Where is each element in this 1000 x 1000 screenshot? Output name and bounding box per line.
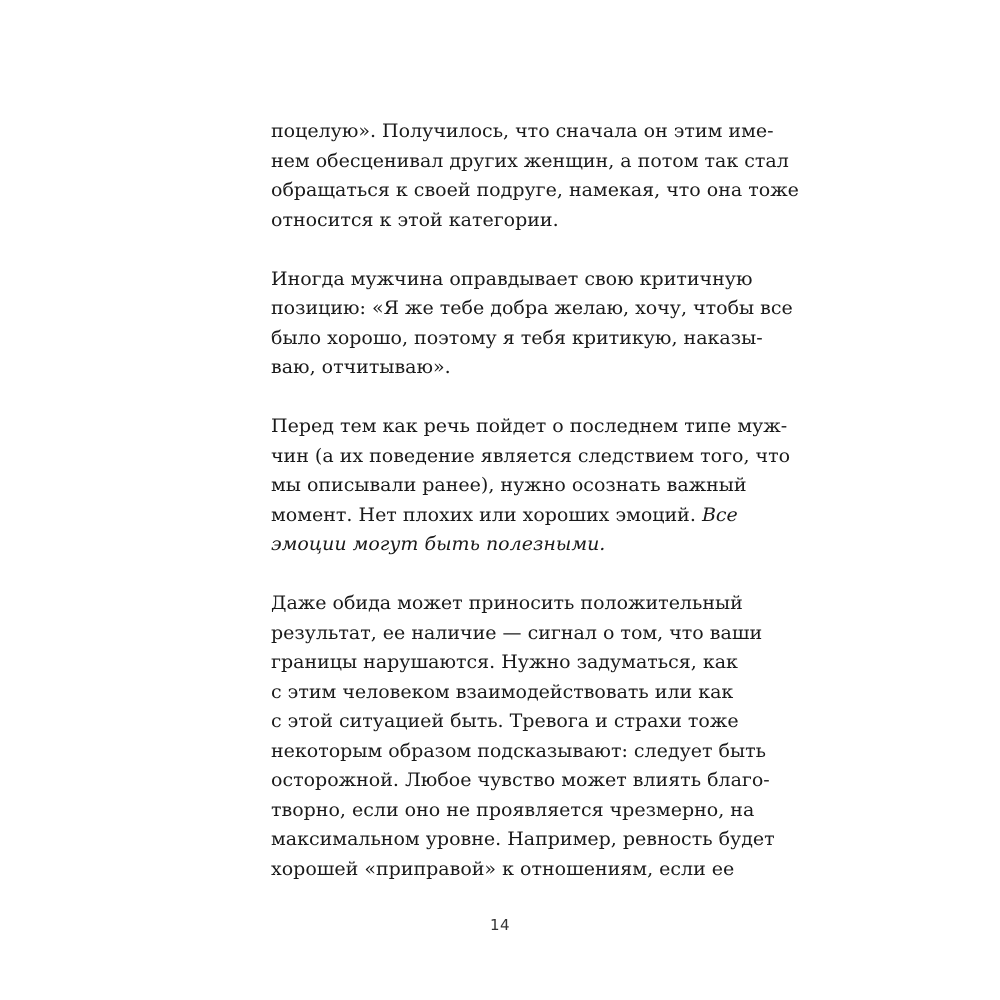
text-line: Иногда мужчина оправдывает свою критичную — [271, 267, 753, 290]
text-line: относится к этой категории. — [271, 208, 559, 231]
text-line: обращаться к своей подруге, намекая, что она тоже — [271, 179, 799, 201]
paragraph-2 — [271, 265, 793, 383]
text-line: результат, ее наличие — сигнал о том, что ваши — [271, 621, 763, 644]
text-line: поцелую». Получилось, что сначала он этим име- — [271, 120, 774, 142]
text-line-roman-part: момент. Нет плохих или хороших эмоций. — [271, 503, 702, 526]
text-line: мы описывали ранее), нужно осознать важный — [271, 474, 747, 496]
text-line: Перед тем как речь пойдет о последнем типе муж- — [271, 415, 788, 437]
text-line: с этим человеком взаимодействовать или как — [271, 680, 734, 703]
text-line: максимальном уровне. Например, ревность будет — [271, 828, 775, 850]
text-line: границы нарушаются. Нужно задуматься, как — [271, 651, 738, 673]
text-line-mixed — [271, 501, 738, 531]
paragraph-4 — [271, 589, 775, 884]
italic-emphasis-line: эмоции могут быть полезными. — [271, 533, 606, 555]
text-line: некоторым образом подсказывают: следует быть — [271, 739, 766, 762]
text-line: Даже обида может приносить положительный — [271, 592, 743, 614]
italic-emphasis: Все — [701, 503, 738, 526]
paragraph-1 — [271, 117, 799, 235]
text-line: чин (а их поведение является следствием того, что — [271, 444, 791, 467]
text-line: с этой ситуацией быть. Тревога и страхи тоже — [271, 710, 739, 732]
text-line: нем обесценивал других женщин, а потом так стал — [271, 149, 789, 172]
text-line: творно, если оно не проявляется чрезмерно, на — [271, 798, 755, 821]
page-number: 14 — [489, 916, 511, 934]
text-line: осторожной. Любое чувство может влиять благо- — [271, 769, 770, 791]
body-text — [271, 117, 799, 914]
text-line: хорошей «приправой» к отношениям, если ее — [271, 857, 735, 880]
text-line: позицию: «Я же тебе добра желаю, хочу, чтобы все — [271, 297, 793, 319]
text-line: было хорошо, поэтому я тебя критикую, наказы- — [271, 326, 763, 349]
text-line: ваю, отчитываю». — [271, 356, 451, 378]
paragraph-3 — [271, 412, 791, 560]
